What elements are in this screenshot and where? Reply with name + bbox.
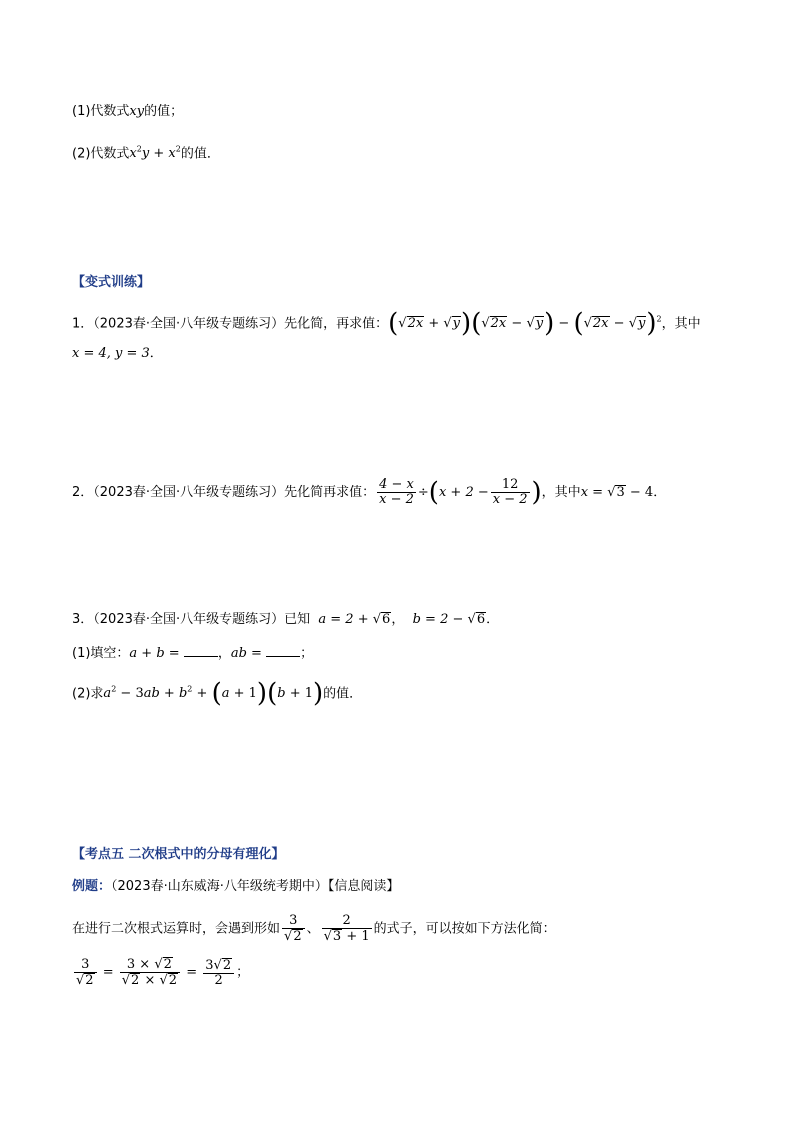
- question-2-expression: $\frac{4 - x}{x - 2}$ ÷(x + 2 − $\frac{12}{x - 2}$ ): [379, 477, 542, 508]
- question-3-comma: ，: [391, 612, 405, 627]
- example-source: （2023春·山东威海·八年级统考期中）【信息阅读】: [111, 879, 400, 894]
- question-3-product-blank[interactable]: ab =: [231, 646, 300, 661]
- question-3-line: [72, 610, 499, 630]
- example-derivation: $\frac{3}{√2}$ = $\frac{3 \times √2}{√2 \times √2}$ = $\frac{3√2}{2}$: [72, 965, 236, 980]
- question-3-a-value: a = 2 + √6: [318, 612, 391, 627]
- question-2-fraction-2: $\frac{12}{x - 2}$: [492, 477, 528, 507]
- example-intro-end: 的式子，可以按如下方法化简：: [373, 921, 556, 937]
- question-2-line: [72, 478, 666, 507]
- question-3-end: ．: [486, 612, 500, 627]
- question-3-fill-end: ；: [300, 646, 314, 661]
- question-1-condition-line: [72, 344, 163, 364]
- question-3-ask-end: 的值．: [323, 686, 363, 702]
- part-1-label: (1)代数式: [72, 104, 130, 119]
- question-3-ask-expression: $a^2 - 3ab + b^2 + (a + 1)(b + 1)$: [103, 678, 324, 709]
- question-1-end: ．: [149, 346, 163, 361]
- part-1-line: [72, 102, 183, 122]
- question-2-prefix: 2．（2023春·全国·八年级专题练习）先化简再求值：: [72, 485, 376, 500]
- example-line: [72, 877, 399, 897]
- part-2-line: [72, 140, 220, 164]
- example-fraction-1: $\frac{3}{√2}$: [280, 922, 307, 937]
- question-1-condition: x = 4, y = 3: [72, 346, 150, 361]
- section-heading: 【考点五 二次根式中的分母有理化】: [72, 847, 285, 862]
- question-3-sum-blank[interactable]: a + b =: [129, 646, 217, 661]
- question-2-end: ．: [653, 485, 667, 500]
- example-intro: 在进行二次根式运算时，会遇到形如: [72, 921, 281, 937]
- example-fraction-2: $\frac{2}{√3 + 1}$: [323, 913, 370, 944]
- variant-heading: 【变式训练】: [72, 275, 151, 290]
- part-2-expression: $x^2y + x^2$: [129, 145, 181, 162]
- question-2-condition: x = √3 − 4: [580, 485, 654, 500]
- part-2-label: (2)代数式: [72, 146, 130, 162]
- example-sep: 、: [306, 921, 320, 937]
- example-intro-line: [72, 914, 556, 944]
- example-derivation-line: [72, 957, 249, 988]
- question-3-fill-label: (1)填空：: [72, 646, 130, 661]
- part-2-end: 的值．: [180, 146, 220, 162]
- question-3-fill-line: [72, 644, 313, 664]
- question-3-ask-line: [72, 678, 363, 709]
- question-1-prefix: 1．（2023春·全国·八年级专题练习）先化简，再求值：: [72, 316, 389, 332]
- question-3-ask-label: (2)求: [72, 686, 104, 702]
- question-1-middle: ，其中: [661, 316, 701, 332]
- question-3-fill-sep: ，: [217, 646, 231, 661]
- question-3-prefix: 3．（2023春·全国·八年级专题练习）已知: [72, 612, 311, 627]
- example-label: 例题：: [72, 879, 112, 894]
- question-1-line: [72, 308, 701, 339]
- question-2-middle: ，其中: [541, 485, 581, 500]
- part-1-expression: xy: [129, 104, 145, 119]
- question-2-fraction-1: $\frac{4 - x}{x - 2}$: [379, 477, 414, 507]
- question-3-b-value: b = 2 − √6: [412, 612, 486, 627]
- part-1-end: 的值；: [144, 104, 184, 119]
- question-1-expression: $(√2x + √y)(√2x - √y) - (√2x - √y)^2$: [388, 308, 662, 339]
- example-end: ；: [236, 965, 250, 980]
